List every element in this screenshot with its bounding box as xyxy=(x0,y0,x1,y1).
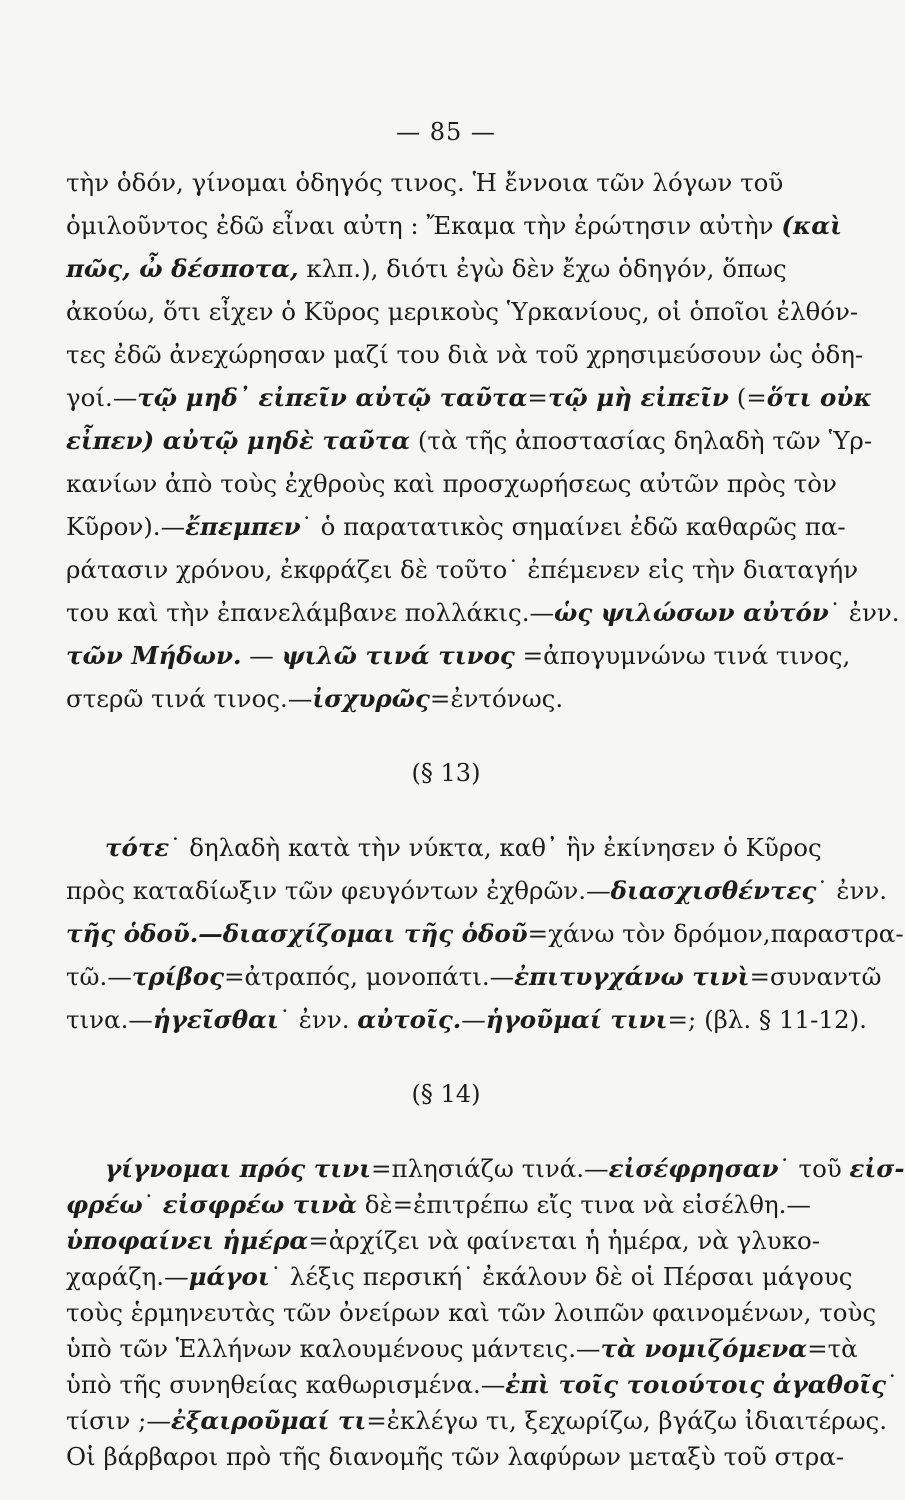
text-segment: κανίων ἀπὸ τοὺς ἐχθροὺς καὶ προσχωρήσεως αὐτῶν πρὸς τὸν xyxy=(66,469,837,498)
text-segment: ˙ ὁ παρατατικὸς σημαίνει ἐδῶ καθαρῶς πα- xyxy=(300,512,846,541)
text-segment: ˙ λέξις περσική˙ ἐκάλουν δὲ οἱ Πέρσαι μάγους xyxy=(269,1262,853,1291)
text-line xyxy=(66,962,882,992)
text-line xyxy=(66,1406,888,1436)
italic-term: τῷ μὴ εἰπεῖν xyxy=(547,383,729,412)
text-line xyxy=(66,684,778,714)
text-segment: — xyxy=(461,1005,486,1034)
italic-term: ἐπιτυγχάνω τινὶ xyxy=(514,962,750,991)
italic-term: ὡς ψιλώσων αὐτόν xyxy=(554,598,829,627)
text-segment: — xyxy=(241,641,282,670)
italic-term: τῷ μηδ᾽ εἰπεῖν αὐτῷ ταῦτα xyxy=(137,383,528,412)
text-line xyxy=(66,1370,899,1400)
text-segment: στερῶ τινά τινος.— xyxy=(66,684,313,713)
text-line xyxy=(66,1298,877,1328)
text-line xyxy=(66,211,842,241)
italic-term: φρέω xyxy=(66,1190,143,1219)
text-segment: ˙ τοῦ xyxy=(778,1154,850,1183)
text-segment: δὲ=ἐπιτρέπω εἴς τινα νὰ εἰσέλθη.— xyxy=(356,1190,811,1219)
text-segment: Οἱ βάρβαροι πρὸ τῆς διανομῆς τῶν λαφύρων μεταξὺ τοῦ στρα- xyxy=(66,1442,845,1471)
italic-term: τότε xyxy=(105,833,170,862)
text-line xyxy=(66,1334,858,1364)
text-segment: τῶ.— xyxy=(66,962,132,991)
text-line xyxy=(66,1226,821,1256)
section-heading-13: (§ 13) xyxy=(411,759,481,787)
page-number: — 85 — xyxy=(396,118,496,146)
text-segment: του καὶ τὴν ἐπανελάμβανε πολλάκις.— xyxy=(66,598,554,627)
italic-term: ψιλῶ τινά τινος xyxy=(281,641,515,670)
italic-term: (καὶ xyxy=(781,211,842,240)
italic-term: ἐπὶ τοῖς τοιούτοις ἀγαθοῖς xyxy=(505,1370,887,1399)
text-segment: χαράζη.— xyxy=(66,1262,189,1291)
italic-term: τρίβος xyxy=(131,962,224,991)
italic-term: ἔπεμπεν xyxy=(185,512,301,541)
text-segment: ˙ xyxy=(142,1190,163,1219)
italic-term: ὅτι οὐκ xyxy=(766,383,872,412)
text-segment: τὴν ὁδόν, γίνομαι ὁδηγός τινος. Ἡ ἔννοια τῶν λόγων τοῦ xyxy=(66,168,784,197)
text-segment: ἀκούω, ὅτι εἶχεν ὁ Κῦρος μερικοὺς Ὑρκανίους, οἱ ὁποῖοι ἐλθόν- xyxy=(66,297,859,326)
text-segment: =ἐντόνως. xyxy=(429,684,564,713)
text-segment: γοί.— xyxy=(66,383,138,412)
text-segment: =πλησιάζω τινά.— xyxy=(370,1154,609,1183)
text-segment: =συναντῶ xyxy=(749,962,882,991)
text-segment: (= xyxy=(728,383,767,412)
text-segment: =ἐκλέγω τι, ξεχωρίζω, βγάζω ἰδιαιτέρως. xyxy=(366,1406,888,1435)
text-segment: ράτασιν χρόνου, ἐκφράζει δὲ τοῦτο˙ ἐπέμενεν εἰς τὴν διαταγήν xyxy=(66,555,859,584)
italic-term: ὑποφαίνει ἡμέρα xyxy=(66,1226,309,1255)
text-segment: Κῦρον).— xyxy=(66,512,186,541)
italic-term: τὰ νομιζόμενα xyxy=(600,1334,808,1363)
text-segment: τίσιν ;— xyxy=(66,1406,171,1435)
italic-term: εἰσέφρησαν xyxy=(608,1154,779,1183)
text-line xyxy=(66,919,904,949)
text-segment: τοὺς ἑρμηνευτὰς τῶν ὀνείρων καὶ τῶν λοιπῶν φαινομένων, τοὺς xyxy=(66,1298,877,1327)
text-line xyxy=(66,598,900,628)
text-line xyxy=(66,876,888,906)
text-line xyxy=(105,833,822,863)
text-segment: = xyxy=(527,383,548,412)
italic-term: διασχισθέντες xyxy=(610,876,817,905)
italic-term: μάγοι xyxy=(188,1262,270,1291)
text-segment: κλπ.), διότι ἐγὼ δὲν ἔχω ὁδηγόν, ὅπως xyxy=(298,254,787,283)
text-segment: =ἀτραπός, μονοπάτι.— xyxy=(224,962,515,991)
italic-term: ἡγοῦμαί τινι xyxy=(485,1005,668,1034)
text-segment: τες ἐδῶ ἀνεχώρησαν μαζί του διὰ νὰ τοῦ χρησιμεύσουν ὡς ὁδη- xyxy=(66,340,864,369)
text-segment: =τὰ xyxy=(807,1334,858,1363)
italic-term: ἐξαιροῦμαί τι xyxy=(170,1406,367,1435)
text-line xyxy=(66,1262,853,1292)
text-segment: ˙ δηλαδὴ κατὰ τὴν νύκτα, καθ᾽ ἣν ἐκίνησεν ὁ Κῦρος xyxy=(169,833,822,862)
text-line xyxy=(66,1005,867,1035)
italic-term: εἰσφρέω τινὰ xyxy=(162,1190,357,1219)
text-segment: ˙ ἐνν. xyxy=(816,876,888,905)
text-line xyxy=(66,1442,845,1472)
text-segment: τινα.— xyxy=(66,1005,153,1034)
text-segment: πρὸς καταδίωξιν τῶν φευγόντων ἐχθρῶν.— xyxy=(66,876,611,905)
italic-term: γίγνομαι πρός τινι xyxy=(105,1154,371,1183)
text-segment: ˙ ἐνν. xyxy=(278,1005,358,1034)
section-heading-14: (§ 14) xyxy=(411,1080,481,1108)
text-line xyxy=(105,1154,905,1184)
text-segment: ˙ ἐνν. xyxy=(828,598,900,627)
italic-term: εἶπεν) αὐτῷ μηδὲ ταῦτα xyxy=(66,426,411,455)
italic-term: ἡγεῖσθαι xyxy=(152,1005,279,1034)
text-segment: ὁμιλοῦντος ἐδῶ εἶναι αὐτη : Ἔκαμα τὴν ἐρώτησιν αὐτὴν xyxy=(66,211,782,240)
text-segment: =; (βλ. § 11-12). xyxy=(667,1005,867,1034)
text-segment: ὑπὸ τῆς συνηθείας καθωρισμένα.— xyxy=(66,1370,506,1399)
text-segment: =ἀρχίζει νὰ φαίνεται ἡ ἡμέρα, νὰ γλυκο- xyxy=(308,1226,821,1255)
italic-term: ἰσχυρῶς xyxy=(312,684,430,713)
italic-term: εἰσ- xyxy=(849,1154,905,1183)
text-segment: ˙ xyxy=(886,1370,899,1399)
text-line xyxy=(66,1190,811,1220)
text-line xyxy=(66,555,859,585)
text-line xyxy=(66,426,873,456)
text-line xyxy=(66,469,837,499)
text-segment: (τὰ τῆς ἀποστασίας δηλαδὴ τῶν Ὑρ- xyxy=(410,426,873,455)
text-line xyxy=(66,512,846,542)
italic-term: τῶν Μήδων. xyxy=(66,641,242,670)
text-line xyxy=(66,297,859,327)
text-segment: =ἀπογυμνώνω τινά τινος, xyxy=(514,641,851,670)
text-line xyxy=(66,254,787,284)
italic-term: πῶς, ὦ δέσποτα, xyxy=(66,254,299,283)
text-line xyxy=(66,168,784,198)
italic-term: τῆς ὁδοῦ.—διασχίζομαι τῆς ὁδοῦ xyxy=(66,919,528,948)
text-segment: =χάνω τὸν δρόμον,παραστρα- xyxy=(527,919,904,948)
text-line xyxy=(66,340,864,370)
italic-term: αὐτοῖς. xyxy=(357,1005,462,1034)
text-line xyxy=(66,641,851,671)
text-line xyxy=(66,383,872,413)
text-segment: ὑπὸ τῶν Ἑλλήνων καλουμένους μάντεις.— xyxy=(66,1334,601,1363)
